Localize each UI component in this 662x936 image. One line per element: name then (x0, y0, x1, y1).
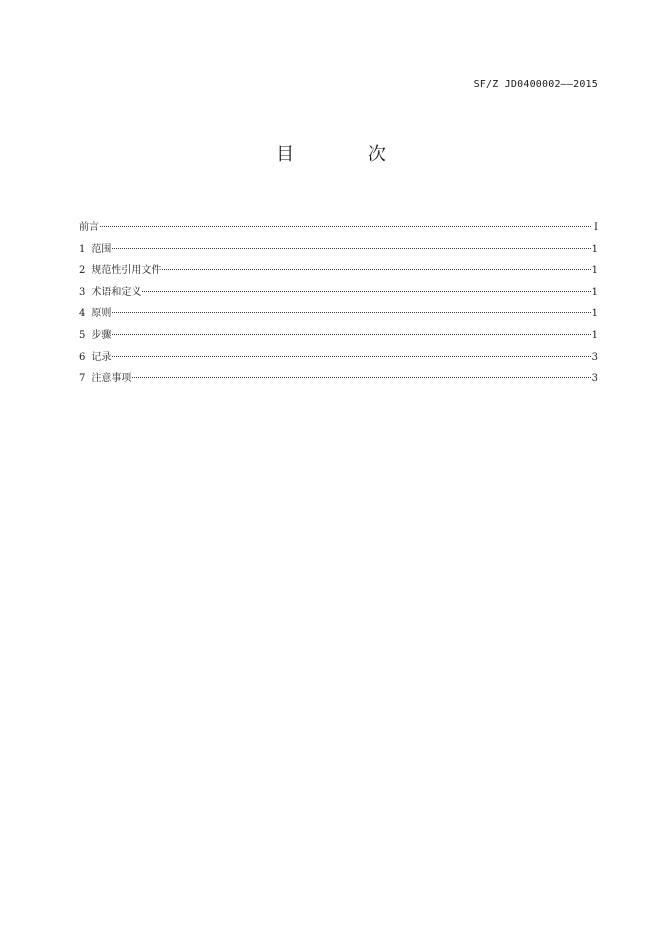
toc-entry-number: 7 (79, 373, 86, 385)
toc-dot-leader (112, 356, 590, 357)
toc-dot-leader (142, 291, 590, 292)
toc-entry-title: 步骤 (91, 329, 112, 341)
toc-entry-number: 4 (79, 308, 86, 320)
toc-entry-page: 1 (591, 329, 598, 341)
toc-title: 目 次 (276, 144, 420, 165)
toc-entry-number: 3 (79, 286, 86, 298)
toc-entry-title: 记录 (91, 351, 112, 363)
toc-entry-number: 6 (79, 351, 86, 363)
toc-dot-leader (112, 248, 590, 249)
toc-entry-scope[interactable] (79, 239, 598, 261)
toc-list (79, 217, 598, 390)
document-code: SF/Z JD0400002——2015 (473, 79, 598, 90)
toc-entry-foreword[interactable] (79, 217, 598, 239)
toc-entry-title: 规范性引用文件 (91, 265, 162, 277)
toc-entry-principles[interactable] (79, 303, 598, 325)
toc-entry-page: 1 (591, 286, 598, 298)
toc-entry-procedure[interactable] (79, 325, 598, 347)
toc-dot-leader (112, 334, 590, 335)
toc-entry-normative-references[interactable] (79, 260, 598, 282)
toc-entry-title: 前言 (79, 222, 99, 233)
toc-dot-leader (162, 269, 590, 270)
toc-entry-page: 3 (591, 373, 598, 385)
toc-dot-leader (100, 226, 591, 227)
toc-dot-leader (112, 312, 590, 313)
toc-entry-number: 5 (79, 329, 86, 341)
toc-entry-page: 1 (591, 243, 598, 255)
toc-entry-title: 注意事项 (91, 373, 132, 385)
toc-entry-page: 3 (591, 351, 598, 363)
toc-entry-number: 1 (79, 243, 86, 255)
toc-entry-page: I (594, 222, 598, 233)
toc-entry-title: 术语和定义 (91, 286, 142, 298)
toc-dot-leader (132, 377, 590, 378)
toc-entry-number: 2 (79, 265, 86, 277)
toc-entry-title: 范围 (91, 243, 112, 255)
toc-entry-precautions[interactable] (79, 368, 598, 390)
toc-entry-records[interactable] (79, 347, 598, 369)
toc-entry-page: 1 (591, 265, 598, 277)
toc-entry-page: 1 (591, 308, 598, 320)
toc-entry-terms-definitions[interactable] (79, 282, 598, 304)
toc-entry-title: 原则 (91, 308, 112, 320)
